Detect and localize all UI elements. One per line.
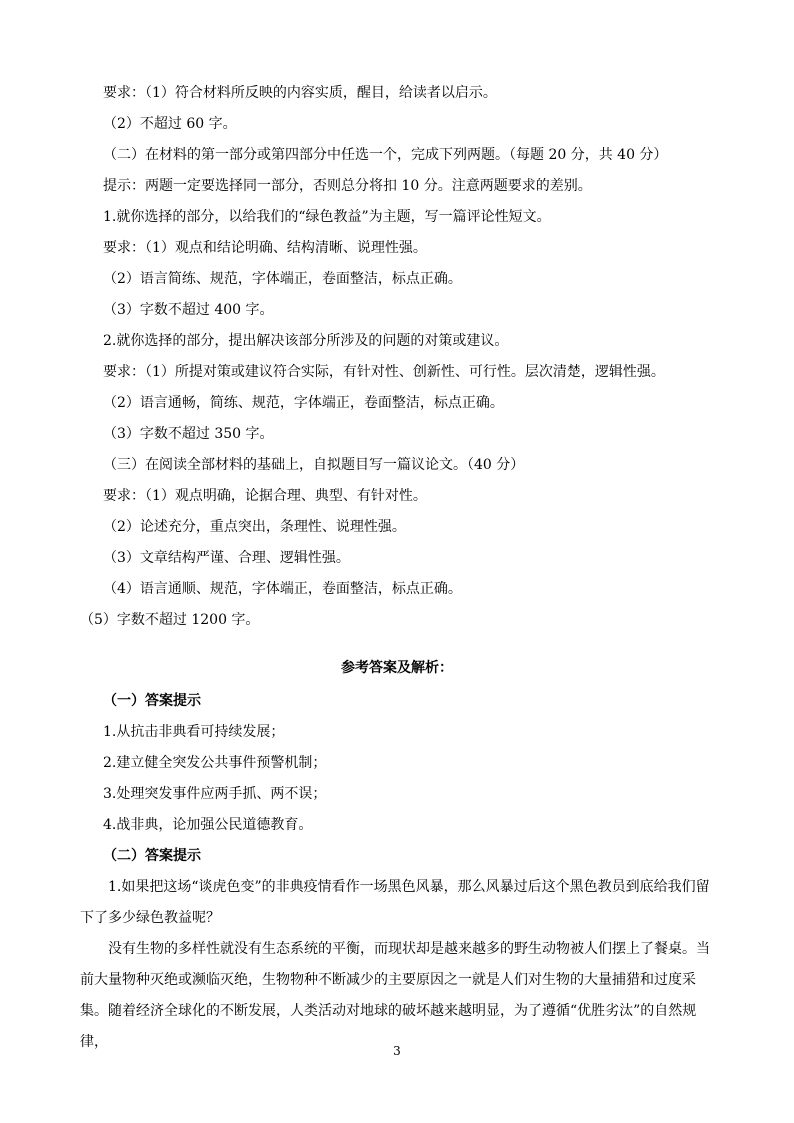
requirement-line: （5）字数不超过 1200 字。 xyxy=(80,612,260,628)
task-heading-line: （二）在材料的第一部分或第四部分中任选一个，完成下列两题。（每题 20 分，共 40 分） xyxy=(103,147,668,163)
requirement-line: （3）字数不超过 350 字。 xyxy=(103,426,274,442)
list-item: 4.战非典，论加强公民道德教育。 xyxy=(103,817,313,833)
requirement-line: 要求：（1）符合材料所反映的内容实质，醒目，给读者以启示。 xyxy=(103,85,497,101)
page-number: 3 xyxy=(393,1044,401,1058)
list-item: 1.从抗击非典看可持续发展； xyxy=(103,724,285,740)
answer-paragraph: 没有生物的多样性就没有生态系统的平衡，而现状却是越来越多的野生动物被人们摆上了餐桌。当前大量物种灭绝或濒临灭绝，生物物种不断减少的主要原因之一就是人们对生物的大量捕猎和过度采集。随着经济全球化的不断发展，人类活动对地球的破坏越来越明显，为了遵循“优胜劣汰”的自然规律， xyxy=(80,941,710,1050)
section1-heading: （一）答案提示 xyxy=(103,693,201,709)
requirement-line: （3）字数不超过 400 字。 xyxy=(103,302,274,318)
requirement-line: （3）文章结构严谨、合理、逻辑性强。 xyxy=(103,550,350,566)
requirement-line: （2）语言简练、规范，字体端正，卷面整洁，标点正确。 xyxy=(103,271,462,287)
requirement-line: 要求：（1）所提对策或建议符合实际，有针对性、创新性、可行性。层次清楚，逻辑性强。 xyxy=(103,364,665,380)
list-item: 3.处理突发事件应两手抓、两不误； xyxy=(103,786,327,802)
requirement-line: 要求：（1）观点明确，论据合理、典型、有针对性。 xyxy=(103,488,427,504)
requirement-line: （4）语言通顺、规范，字体端正，卷面整洁，标点正确。 xyxy=(103,581,462,597)
requirement-line: （2）论述充分，重点突出，条理性、说理性强。 xyxy=(103,519,406,535)
requirement-line: （2）不超过 60 字。 xyxy=(103,116,237,132)
requirement-line: 要求：（1）观点和结论明确、结构清晰、说理性强。 xyxy=(103,240,427,256)
hint-line: 提示：两题一定要选择同一部分，否则总分将扣 10 分。注意两题要求的差别。 xyxy=(103,178,592,194)
question-line: 2.就你选择的部分，提出解决该部分所涉及的问题的对策或建议。 xyxy=(103,333,509,349)
task-heading-line: （三）在阅读全部材料的基础上，自拟题目写一篇议论文。（40 分） xyxy=(103,457,525,473)
answer-title: 参考答案及解析： xyxy=(341,660,453,676)
requirement-line: （2）语言通畅，简练、规范，字体端正，卷面整洁，标点正确。 xyxy=(103,395,504,411)
answer-paragraph: 1.如果把这场“谈虎色变”的非典疫情看作一场黑色风暴，那么风暴过后这个黑色教员到底给我们留下了多少绿色教益呢？ xyxy=(80,879,710,926)
section2-heading: （二）答案提示 xyxy=(103,848,201,864)
question-line: 1.就你选择的部分，以给我们的“绿色教益”为主题，写一篇评论性短文。 xyxy=(103,209,551,225)
list-item: 2.建立健全突发公共事件预警机制； xyxy=(103,755,327,771)
